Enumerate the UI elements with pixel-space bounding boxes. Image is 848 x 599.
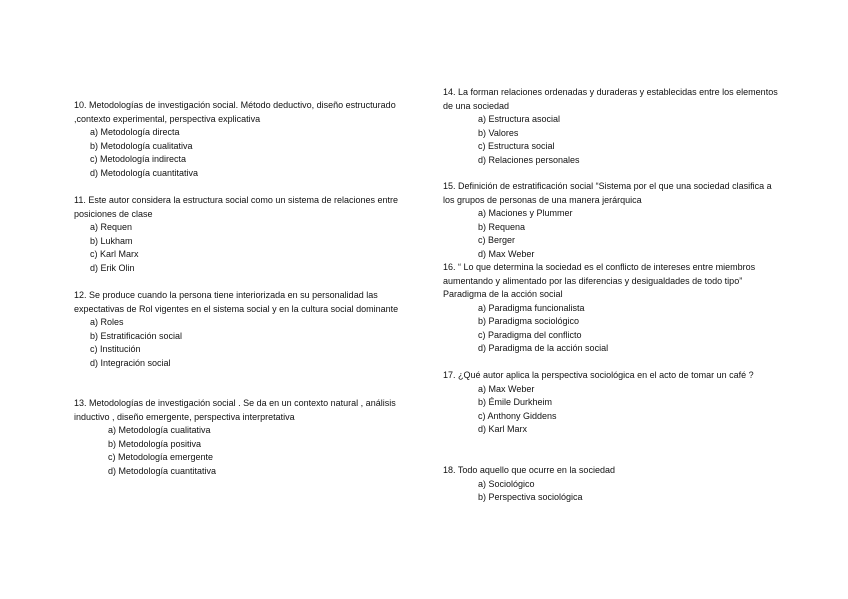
option-a: a) Max Weber: [478, 383, 535, 394]
question-10: [74, 99, 404, 180]
option-b: b) Lukham: [90, 235, 133, 246]
question-text: 12. Se produce cuando la persona tiene interiorizada en su personalidad las expectativas de Rol vigentes en el sistema social y en la cultura social dominante: [74, 290, 399, 314]
option-a: a) Roles: [90, 317, 124, 327]
option-d: d) Relaciones personales: [478, 154, 580, 165]
option-d: d) Integración social: [90, 357, 171, 368]
option-c: c) Paradigma del conflicto: [478, 329, 582, 340]
option-a: a) Metodología directa: [90, 127, 180, 137]
option-a: a) Metodología cualitativa: [108, 425, 211, 435]
option-c: c) Institución: [90, 344, 141, 354]
option-a: a) Paradigma funcionalista: [478, 302, 585, 313]
option-b: b) Estratificación social: [90, 330, 183, 341]
option-a: a) Estructura asocial: [478, 114, 561, 124]
option-c: c) Metodología indirecta: [90, 154, 187, 164]
options-list: [443, 383, 778, 437]
option-c: c) Estructura social: [478, 141, 555, 151]
options-list: [443, 478, 778, 505]
option-b: b) Metodología cualitativa: [90, 140, 193, 151]
question-text: 15. Definición de estratificación social “Sistema por el que una sociedad clasifica a los grupos de personas de una manera jerárquica: [443, 181, 772, 205]
question-text: 11. Este autor considera la estructura social como un sistema de relaciones entre posiciones de clase: [74, 195, 398, 219]
option-b: b) Émile Durkheim: [478, 397, 553, 407]
question-14: [443, 86, 778, 167]
option-b: b) Perspectiva sociológica: [478, 492, 583, 502]
options-list: [74, 424, 404, 478]
options-list: [74, 316, 404, 370]
option-b: b) Requena: [478, 221, 526, 232]
question-text: 14. La forman relaciones ordenadas y duraderas y establecidas entre los elementos de una sociedad: [443, 87, 778, 111]
options-list: [443, 302, 778, 356]
option-d: d) Max Weber: [478, 248, 535, 259]
option-d: d) Paradigma de la acción social: [478, 343, 609, 353]
option-c: c) Berger: [478, 235, 516, 245]
option-b: b) Paradigma sociológico: [478, 316, 580, 326]
question-text: 18. Todo aquello que ocurre en la sociedad: [443, 465, 615, 475]
question-17: [443, 369, 778, 437]
question-13: [74, 397, 404, 478]
question-16: [443, 261, 778, 356]
option-a: a) Sociológico: [478, 478, 535, 489]
option-d: d) Metodología cuantitativa: [108, 465, 217, 476]
option-c: c) Karl Marx: [90, 249, 139, 259]
option-c: c) Metodología emergente: [108, 452, 214, 462]
question-text: 17. ¿Qué autor aplica la perspectiva sociológica en el acto de tomar un café ?: [443, 370, 754, 380]
question-text: 10. Metodologías de investigación social. Método deductivo, diseño estructurado ,contexto experimental, perspectiva explicativa: [74, 100, 396, 124]
options-list: [443, 207, 778, 261]
options-list: [74, 126, 404, 180]
options-list: [443, 113, 778, 167]
question-text: 16. “ Lo que determina la sociedad es el conflicto de intereses entre miembros aumentando y alimentado por las diferencias y desigualdades de todo tipo” Paradigma de la acción social: [443, 262, 756, 299]
question-text: 13. Metodologías de investigación social . Se da en un contexto natural , análisis inductivo , diseño emergente, perspectiva interpretativa: [74, 398, 396, 422]
option-b: b) Valores: [478, 127, 519, 138]
option-a: a) Maciones y Plummer: [478, 208, 573, 218]
option-d: d) Metodología cuantitativa: [90, 167, 199, 178]
question-15: [443, 180, 778, 261]
option-a: a) Requen: [90, 222, 133, 232]
option-c: c) Anthony Giddens: [478, 410, 557, 421]
option-d: d) Erik Olin: [90, 262, 135, 273]
option-d: d) Karl Marx: [478, 424, 528, 434]
question-12: [74, 289, 404, 370]
question-18: [443, 464, 778, 505]
question-11: [74, 194, 404, 275]
option-b: b) Metodología positiva: [108, 438, 202, 449]
options-list: [74, 221, 404, 275]
